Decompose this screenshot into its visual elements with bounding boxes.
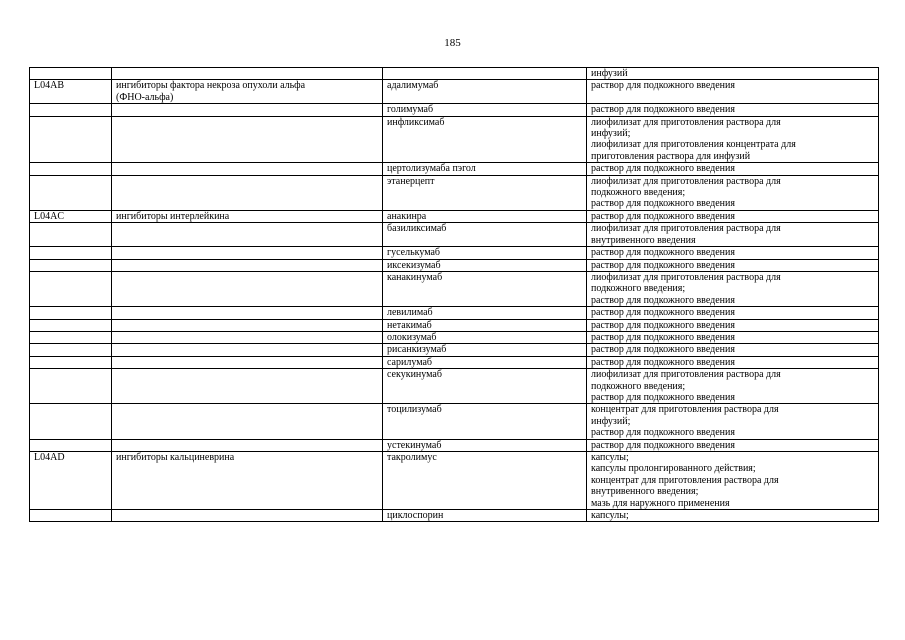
atc-code-cell <box>30 439 112 451</box>
dosage-form-cell: раствор для подкожного введения <box>587 344 879 356</box>
atc-code-cell <box>30 163 112 175</box>
atc-code-cell <box>30 68 112 80</box>
table-row <box>30 175 879 210</box>
pharmacological-group-cell <box>112 510 383 522</box>
table-row <box>30 247 879 259</box>
drug-name-cell <box>383 68 587 80</box>
table-row <box>30 510 879 522</box>
pharmacological-group-cell <box>112 175 383 210</box>
pharmacological-group-cell <box>112 116 383 163</box>
drug-name-cell: гуселькумаб <box>383 247 587 259</box>
pharmacological-group-cell <box>112 271 383 306</box>
dosage-form-cell: инфузий <box>587 68 879 80</box>
drug-name-cell: такролимус <box>383 452 587 510</box>
pharmacological-group-cell <box>112 344 383 356</box>
pharmacological-group-cell <box>112 319 383 331</box>
dosage-form-cell: раствор для подкожного введения <box>587 210 879 222</box>
drug-name-cell: устекинумаб <box>383 439 587 451</box>
pharmacological-group-cell <box>112 259 383 271</box>
pharmacological-group-cell <box>112 247 383 259</box>
table-row <box>30 331 879 343</box>
table-row <box>30 369 879 404</box>
table-body <box>30 68 879 522</box>
atc-code-cell <box>30 116 112 163</box>
table-row <box>30 452 879 510</box>
table-row <box>30 356 879 368</box>
page-number: 185 <box>444 37 461 49</box>
dosage-form-cell: раствор для подкожного введения <box>587 307 879 319</box>
atc-code-cell <box>30 271 112 306</box>
dosage-form-cell: концентрат для приготовления раствора для инфузий; раствор для подкожного введения <box>587 404 879 439</box>
atc-code-cell <box>30 175 112 210</box>
atc-code-cell <box>30 369 112 404</box>
pharmacological-group-cell <box>112 68 383 80</box>
atc-code-cell <box>30 510 112 522</box>
drug-name-cell: адалимумаб <box>383 80 587 104</box>
pharmacological-group-cell <box>112 356 383 368</box>
pharmacological-group-cell <box>112 404 383 439</box>
table-row <box>30 307 879 319</box>
pharmacological-group-cell <box>112 307 383 319</box>
atc-code-cell <box>30 104 112 116</box>
dosage-form-cell: капсулы; <box>587 510 879 522</box>
dosage-form-cell: лиофилизат для приготовления раствора для подкожного введения; раствор для подкожного введения <box>587 175 879 210</box>
dosage-form-cell: раствор для подкожного введения <box>587 439 879 451</box>
table-row <box>30 271 879 306</box>
drug-name-cell: секукинумаб <box>383 369 587 404</box>
dosage-form-cell: раствор для подкожного введения <box>587 356 879 368</box>
pharmacological-group-cell <box>112 223 383 247</box>
pharmacological-group-cell <box>112 369 383 404</box>
atc-code-cell <box>30 307 112 319</box>
pharmacological-group-cell: ингибиторы интерлейкина <box>112 210 383 222</box>
drug-name-cell: инфликсимаб <box>383 116 587 163</box>
dosage-form-cell: раствор для подкожного введения <box>587 331 879 343</box>
drug-name-cell: рисанкизумаб <box>383 344 587 356</box>
atc-code-cell <box>30 344 112 356</box>
dosage-form-cell: лиофилизат для приготовления раствора для внутривенного введения <box>587 223 879 247</box>
atc-code-cell <box>30 247 112 259</box>
drug-name-cell: анакинра <box>383 210 587 222</box>
dosage-form-cell: раствор для подкожного введения <box>587 247 879 259</box>
table-row <box>30 80 879 104</box>
drug-table <box>29 67 879 522</box>
drug-name-cell: нетакимаб <box>383 319 587 331</box>
dosage-form-cell: раствор для подкожного введения <box>587 163 879 175</box>
drug-name-cell: канакинумаб <box>383 271 587 306</box>
atc-code-cell <box>30 223 112 247</box>
dosage-form-cell: раствор для подкожного введения <box>587 259 879 271</box>
drug-name-cell: этанерцепт <box>383 175 587 210</box>
atc-code-cell <box>30 259 112 271</box>
dosage-form-cell: лиофилизат для приготовления раствора для подкожного введения; раствор для подкожного введения <box>587 369 879 404</box>
table-row <box>30 404 879 439</box>
table-row <box>30 223 879 247</box>
drug-name-cell: тоцилизумаб <box>383 404 587 439</box>
dosage-form-cell: раствор для подкожного введения <box>587 319 879 331</box>
drug-name-cell: базиликсимаб <box>383 223 587 247</box>
table-row <box>30 163 879 175</box>
dosage-form-cell: раствор для подкожного введения <box>587 80 879 104</box>
drug-name-cell: олокизумаб <box>383 331 587 343</box>
atc-code-cell <box>30 404 112 439</box>
table-row <box>30 104 879 116</box>
drug-name-cell: голимумаб <box>383 104 587 116</box>
atc-code-cell <box>30 319 112 331</box>
dosage-form-cell: капсулы; капсулы пролонгированного действия; концентрат для приготовления раствора для внутривенного введения; мазь для наружного применения <box>587 452 879 510</box>
pharmacological-group-cell <box>112 104 383 116</box>
atc-code-cell <box>30 331 112 343</box>
pharmacological-group-cell <box>112 163 383 175</box>
table-row <box>30 344 879 356</box>
table-row <box>30 259 879 271</box>
dosage-form-cell: лиофилизат для приготовления раствора для инфузий; лиофилизат для приготовления концентрата для приготовления раствора для инфузий <box>587 116 879 163</box>
table-row <box>30 116 879 163</box>
dosage-form-cell: лиофилизат для приготовления раствора для подкожного введения; раствор для подкожного введения <box>587 271 879 306</box>
table-row <box>30 439 879 451</box>
table-row <box>30 319 879 331</box>
dosage-form-cell: раствор для подкожного введения <box>587 104 879 116</box>
pharmacological-group-cell: ингибиторы фактора некроза опухоли альфа (ФНО-альфа) <box>112 80 383 104</box>
atc-code-cell: L04AC <box>30 210 112 222</box>
drug-name-cell: цертолизумаба пэгол <box>383 163 587 175</box>
atc-code-cell: L04AD <box>30 452 112 510</box>
drug-name-cell: циклоспорин <box>383 510 587 522</box>
table-row <box>30 68 879 80</box>
drug-name-cell: левилимаб <box>383 307 587 319</box>
table-row <box>30 210 879 222</box>
pharmacological-group-cell: ингибиторы кальциневрина <box>112 452 383 510</box>
drug-name-cell: сарилумаб <box>383 356 587 368</box>
pharmacological-group-cell <box>112 331 383 343</box>
atc-code-cell: L04AB <box>30 80 112 104</box>
atc-code-cell <box>30 356 112 368</box>
pharmacological-group-cell <box>112 439 383 451</box>
drug-name-cell: иксекизумаб <box>383 259 587 271</box>
